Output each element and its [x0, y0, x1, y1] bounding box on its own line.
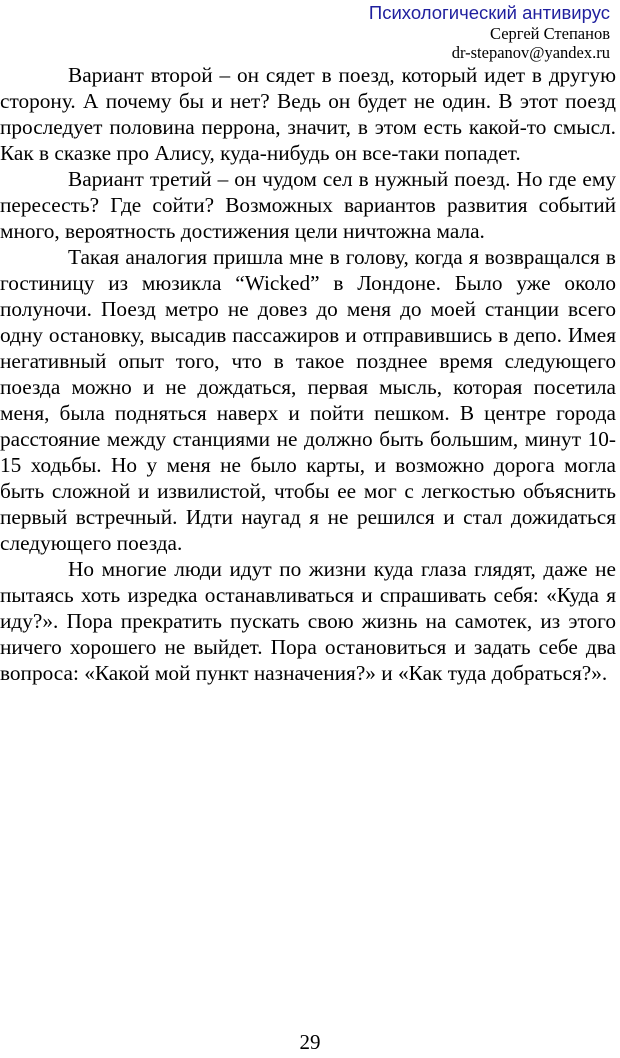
body-text	[0, 62, 616, 686]
paragraph: Но многие люди идут по жизни куда глаза глядят, даже не пытаясь хоть изредка останавливаться и спрашивать себя: «Куда я иду?». Пора прекратить пускать свою жизнь на самотек, из этого ничего хорошего не выйдет. Пора остановиться и задать себе два вопроса: «Какой мой пункт назначения?» и «Как туда добраться?».	[0, 557, 616, 685]
paragraph: Вариант второй – он сядет в поезд, который идет в другую сторону. А почему бы и нет? Ведь он будет не один. В этот поезд проследует половина перрона, значит, в этом есть какой-то смысл. Как в сказке про Алису, куда-нибудь он все-таки попадет.	[0, 63, 616, 165]
author-name: Сергей Степанов	[490, 24, 610, 43]
book-title: Психологический антивирус	[368, 2, 610, 23]
author-email: dr-stepanov@yandex.ru	[451, 43, 610, 62]
paragraph: Такая аналогия пришла мне в голову, когда я возвращался в гостиницу из мюзикла “Wicked” в Лондоне. Было уже около полуночи. Поезд метро не довез до меня до моей станции всего одну остановку, высадив пассажиров и отправившись в депо. Имея негативный опыт того, что в такое позднее время следующего поезда можно и не дождаться, первая мысль, которая посетила меня, была подняться наверх и пойти пешком. В центре города расстояние между станциями не должно быть большим, минут 10-15 ходьбы. Но у меня не было карты, и возможно дорога могла быть сложной и извилистой, чтобы ее мог с легкостью объяснить первый встречный. Идти наугад я не решился и стал дожидаться следующего поезда.	[0, 245, 616, 555]
paragraph: Вариант третий – он чудом сел в нужный поезд. Но где ему пересесть? Где сойти? Возможных вариантов развития событий много, вероятность достижения цели ничтожна мала.	[0, 167, 616, 243]
page-number: 29	[299, 1030, 321, 1054]
running-header	[210, 2, 610, 63]
